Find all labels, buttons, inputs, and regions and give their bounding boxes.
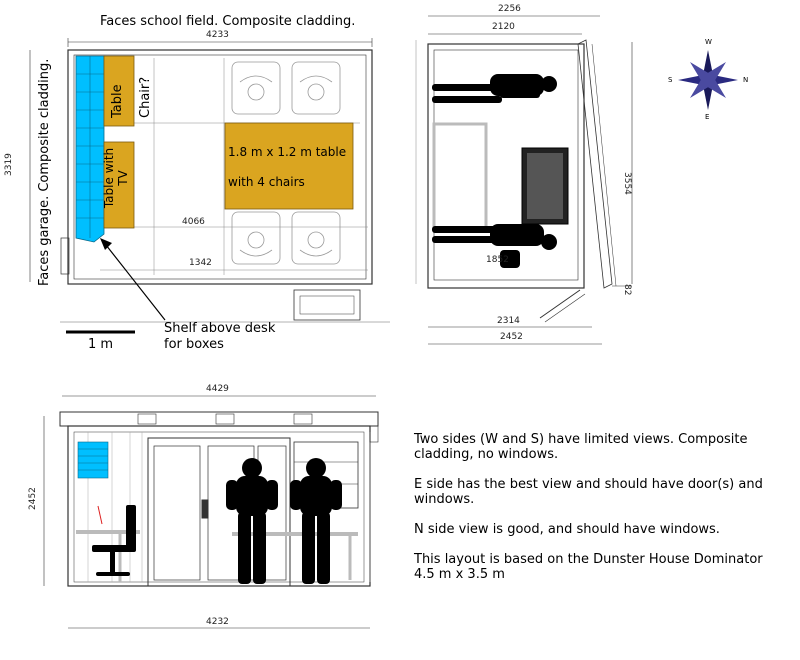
side-dim-small: 82 [622, 284, 632, 296]
plan-dim-inner: 4066 [182, 217, 205, 227]
front-dim-left: 2452 [28, 487, 38, 510]
side-dim-right: 3554 [622, 172, 632, 195]
front-person-right [290, 458, 342, 584]
side-view [416, 16, 632, 344]
chair-label: Chair? [138, 76, 153, 118]
chair-bottom-left [232, 212, 280, 264]
front-shelf [78, 442, 108, 478]
front-chair [92, 505, 136, 576]
side-dim-top2: 2120 [492, 22, 515, 32]
tv-table-label: Table with TV [102, 147, 130, 209]
table-label: Table [110, 84, 125, 118]
front-double-door [148, 438, 290, 586]
side-dim-top1: 2256 [498, 4, 521, 14]
plan-dim-offset: 1342 [189, 258, 212, 268]
side-dim-bottom2: 2452 [500, 332, 523, 342]
big-table-label-line2: with 4 chairs [228, 175, 305, 189]
side-dim-bottom1: 2314 [497, 316, 520, 326]
note-n-side: N side view is good, and should have windows. [414, 522, 720, 537]
side-person-top [432, 74, 557, 103]
side-dim-inner: 1852 [486, 255, 509, 265]
plan-dim-width: 4233 [206, 30, 229, 40]
shelf [76, 56, 104, 242]
compass-n: N [743, 76, 749, 84]
note-w-s-sides: Two sides (W and S) have limited views. Composite cladding, no windows. [414, 432, 748, 462]
plan-side-note: Faces garage. Composite cladding. [37, 58, 52, 286]
chair-bottom-right [292, 212, 340, 264]
big-table [225, 123, 353, 209]
plan-top-note: Faces school field. Composite cladding. [100, 14, 356, 29]
note-layout-basis: This layout is based on the Dunster House Dominator 4.5 m x 3.5 m [414, 552, 763, 582]
compass-rose [678, 50, 738, 110]
note-e-side: E side has the best view and should have door(s) and windows. [414, 477, 763, 507]
chair-top-left [232, 62, 280, 114]
compass-w: W [705, 38, 712, 46]
chair-top-right [292, 62, 340, 114]
plan-dim-height: 3319 [4, 153, 14, 176]
compass-s: S [668, 76, 673, 84]
shelf-note-line1: Shelf above desk [164, 321, 276, 336]
scale-label: 1 m [88, 337, 114, 352]
front-person-left [226, 458, 278, 584]
red-mark [98, 506, 102, 524]
big-table-label-line1: 1.8 m x 1.2 m table [228, 145, 347, 159]
shelf-note-line2: for boxes [164, 337, 224, 352]
plan-bottom-door [294, 290, 360, 320]
front-dim-top: 4429 [206, 384, 229, 394]
front-dim-bottom: 4232 [206, 617, 229, 627]
compass-e: E [705, 113, 710, 121]
